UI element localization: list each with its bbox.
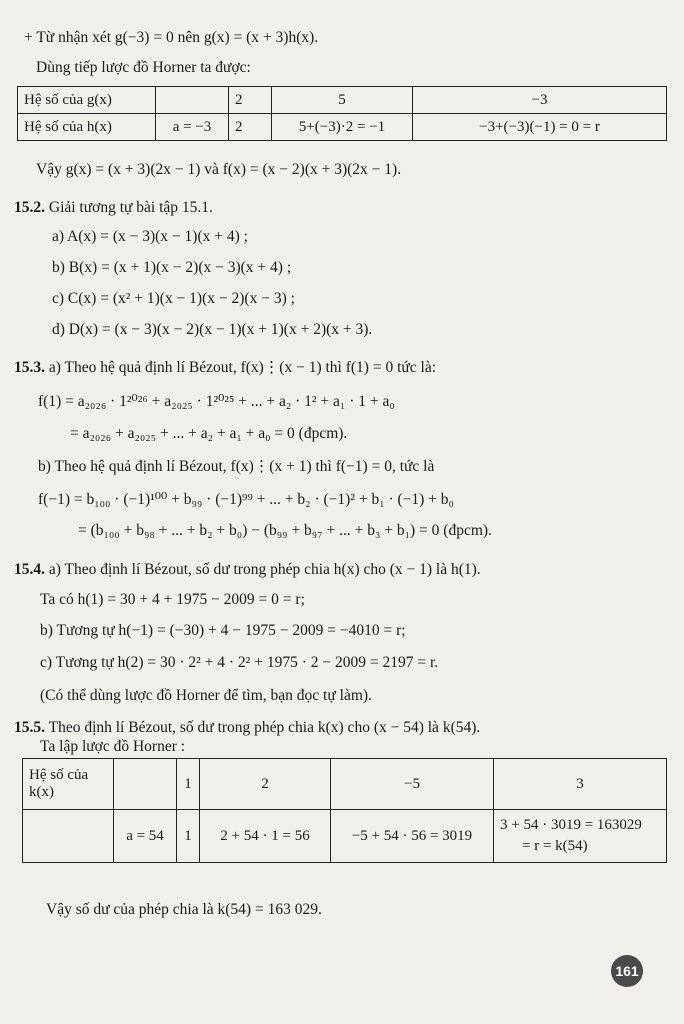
table-cell: 1: [177, 810, 200, 863]
horner-table-k: [22, 758, 667, 863]
equation: f(1) = a₂₀₂₆ · 1²⁰²⁶ + a₂₀₂₅ · 1²⁰²⁵ + ... + a₂ · 1² + a₁ · 1 + a₀: [38, 393, 395, 410]
intro-line-2: Dùng tiếp lược đồ Horner ta được:: [36, 59, 251, 76]
lead-text: Ta lập lược đồ Horner :: [40, 738, 186, 755]
table-cell: 2: [229, 87, 272, 114]
problem-number: 15.5.: [14, 719, 45, 736]
equation: Ta có h(1) = 30 + 4 + 1975 − 2009 = 0 = r;: [40, 591, 305, 608]
table-cell: 1: [177, 759, 200, 810]
equation: f(−1) = b₁₀₀ · (−1)¹⁰⁰ + b₉₉ · (−1)⁹⁹ + ... + b₂ · (−1)² + b₁ · (−1) + b₀: [38, 491, 454, 508]
problem-number: 15.4.: [14, 561, 45, 578]
table-row: [18, 114, 667, 141]
table-cell: [23, 810, 114, 863]
problem-15-5: [14, 718, 480, 738]
problem-text: b) Theo hệ quả định lí Bézout, f(x)⋮(x + 1) thì f(−1) = 0, tức là: [38, 458, 435, 475]
table-cell: −5 + 54 · 56 = 3019: [331, 810, 494, 863]
table-cell: [494, 810, 667, 863]
table-cell: −3: [413, 87, 667, 114]
table-cell: Hệ số của k(x): [23, 759, 114, 810]
problem-15-3: [14, 358, 436, 378]
problem-text: Theo định lí Bézout, số dư trong phép chia k(x) cho (x − 54) là k(54).: [45, 719, 481, 736]
table-cell: −3+(−3)(−1) = 0 = r: [413, 114, 667, 141]
problem-number: 15.3.: [14, 359, 45, 376]
conclusion-2: Vậy số dư của phép chia là k(54) = 163 029.: [46, 901, 322, 918]
answer-a: a) A(x) = (x − 3)(x − 1)(x + 4) ;: [52, 228, 248, 245]
conclusion-1: Vậy g(x) = (x + 3)(2x − 1) và f(x) = (x − 2)(x + 3)(2x − 1).: [36, 161, 402, 178]
cell-line: 3 + 54 · 3019 = 163029: [500, 817, 642, 833]
horner-table-g: [17, 86, 667, 141]
answer-c: c) C(x) = (x² + 1)(x − 1)(x − 2)(x − 3) ;: [52, 290, 295, 307]
table-cell: 2 + 54 · 1 = 56: [200, 810, 331, 863]
table-cell: −5: [331, 759, 494, 810]
problem-15-2: [14, 198, 213, 218]
equation: = (b₁₀₀ + b₉₈ + ... + b₂ + b₀) − (b₉₉ + b₉₇ + ... + b₃ + b₁) = 0 (đpcm).: [78, 522, 492, 539]
intro-line-1: + Từ nhận xét g(−3) = 0 nên g(x) = (x + 3)h(x).: [24, 29, 319, 46]
table-row: [18, 87, 667, 114]
page-number: 161: [611, 955, 643, 987]
problem-text: Giải tương tự bài tập 15.1.: [45, 199, 213, 216]
problem-text: a) Theo định lí Bézout, số dư trong phép chia h(x) cho (x − 1) là h(1).: [45, 561, 481, 578]
table-row: [23, 759, 667, 810]
note: (Có thể dùng lược đồ Horner để tìm, bạn đọc tự làm).: [40, 687, 372, 704]
problem-number: 15.2.: [14, 199, 45, 216]
cell-line: = r = k(54): [522, 838, 588, 854]
problem-text: a) Theo hệ quả định lí Bézout, f(x)⋮(x − 1) thì f(1) = 0 tức là:: [45, 359, 437, 376]
answer-b: b) B(x) = (x + 1)(x − 2)(x − 3)(x + 4) ;: [52, 259, 292, 276]
table-cell: a = 54: [114, 810, 177, 863]
equation: b) Tương tự h(−1) = (−30) + 4 − 1975 − 2009 = −4010 = r;: [40, 622, 406, 639]
equation: c) Tương tự h(2) = 30 · 2² + 4 · 2² + 1975 · 2 − 2009 = 2197 = r.: [40, 654, 439, 671]
table-cell: 3: [494, 759, 667, 810]
problem-15-4: [14, 560, 481, 580]
table-cell: 5: [272, 87, 413, 114]
table-cell: Hệ số của g(x): [18, 87, 156, 114]
table-cell: [156, 87, 229, 114]
table-cell: Hệ số của h(x): [18, 114, 156, 141]
table-cell: 2: [200, 759, 331, 810]
equation: = a₂₀₂₆ + a₂₀₂₅ + ... + a₂ + a₁ + a₀ = 0 (đpcm).: [70, 425, 348, 442]
answer-d: d) D(x) = (x − 3)(x − 2)(x − 1)(x + 1)(x + 2)(x + 3).: [52, 321, 373, 338]
table-cell: 2: [229, 114, 272, 141]
table-cell: [114, 759, 177, 810]
table-row: [23, 810, 667, 863]
table-cell: a = −3: [156, 114, 229, 141]
table-cell: 5+(−3)·2 = −1: [272, 114, 413, 141]
